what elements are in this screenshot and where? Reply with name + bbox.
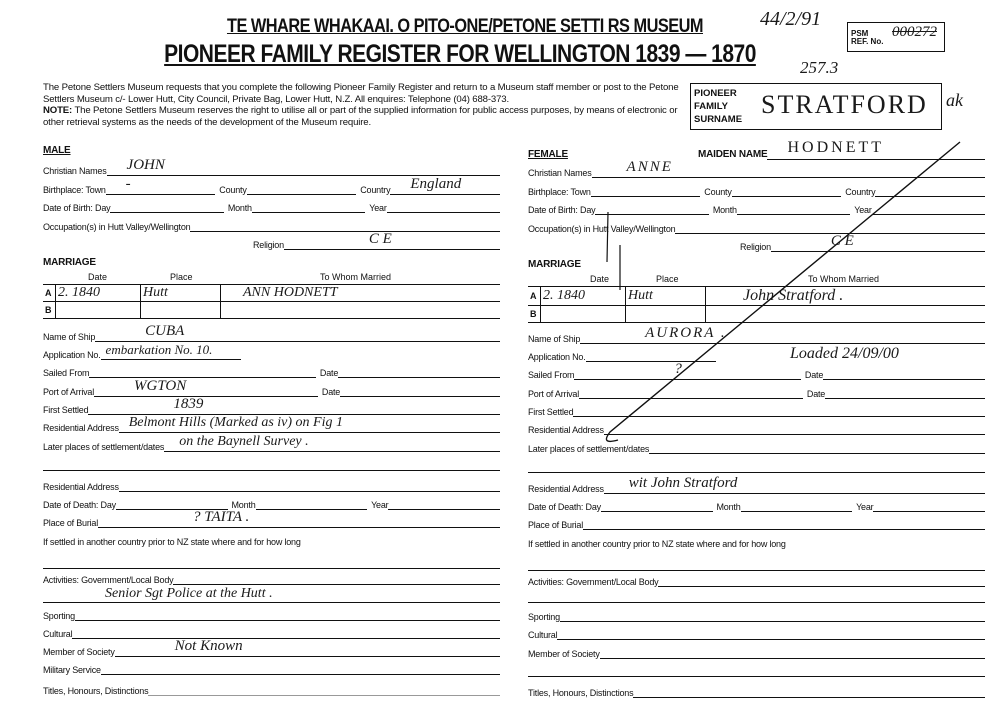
label: Year [854, 205, 872, 215]
value: ? [674, 361, 682, 377]
female-birth-town-field[interactable] [591, 181, 701, 197]
col-whom: To Whom Married [320, 272, 392, 282]
female-residential-field[interactable] [604, 419, 985, 435]
label: Country [360, 185, 391, 195]
label: Later places of settlement/dates [528, 444, 650, 454]
surname-field[interactable]: STRATFORD [761, 90, 928, 119]
female-application-field[interactable] [586, 346, 716, 362]
loaded-stamp: Loaded 24/09/00 [790, 345, 899, 362]
label: Occupation(s) in Hutt Valley/Wellington [528, 224, 676, 234]
value: - [125, 176, 131, 192]
male-occupation-field[interactable] [190, 216, 500, 232]
value: JOHN [126, 157, 165, 173]
label: Application No. [43, 350, 101, 360]
surname-label-1: PIONEER [694, 88, 737, 99]
value: on the Baynell Survey . [179, 434, 309, 449]
female-dob-month-field[interactable] [737, 199, 850, 215]
male-sailed-date-field[interactable] [338, 362, 500, 378]
female-dod-year-field[interactable] [873, 496, 985, 512]
female-later-places-field[interactable] [649, 438, 985, 454]
label: Application No. [528, 352, 586, 362]
male-first-settled-field[interactable] [88, 396, 500, 415]
male-burial-field[interactable] [98, 509, 500, 528]
value: WGTON [134, 378, 187, 394]
row-key: A [43, 285, 56, 302]
label: Residential Address [43, 482, 119, 492]
label: Activities: Government/Local Body [528, 577, 659, 587]
female-first-settled-field[interactable] [573, 401, 985, 417]
male-port-field[interactable] [94, 378, 318, 397]
value: England [410, 176, 462, 192]
female-dod-day-field[interactable] [601, 496, 713, 512]
table-row [528, 287, 985, 306]
male-occupation-row [43, 216, 500, 232]
male-heading: MALE [43, 145, 71, 156]
female-dob-day-field[interactable] [595, 199, 708, 215]
whom-cell[interactable] [221, 285, 501, 302]
male-birthplace-row [43, 176, 500, 195]
male-later-places-field[interactable] [164, 436, 500, 452]
female-later-places-row [528, 438, 985, 454]
value: Belmont Hills (Marked as iv) on Fig 1 [128, 415, 343, 430]
col-place: Place [656, 274, 679, 284]
female-marriage-heading: MARRIAGE [528, 259, 581, 270]
intro-text [43, 82, 683, 128]
label: Date of Birth: Day [528, 205, 596, 215]
surname-label-3: SURNAME [694, 114, 743, 125]
female-residential2-field[interactable] [604, 475, 985, 494]
row-key: B [528, 306, 541, 323]
label: Cultural [528, 630, 558, 640]
male-military-row [43, 659, 500, 675]
table-row [43, 302, 500, 319]
female-titles-row [528, 682, 985, 698]
label: Residential Address [528, 484, 604, 494]
female-sailed-from-field[interactable] [574, 361, 801, 380]
row-key: B [43, 302, 56, 319]
col-date: Date [590, 274, 610, 284]
female-marriage-table [528, 286, 985, 323]
whom-cell[interactable] [706, 287, 986, 306]
female-christian-names-field[interactable] [592, 159, 985, 178]
label: Date [804, 370, 824, 380]
value: 2. 1840 [543, 288, 585, 303]
blank-line [528, 472, 985, 473]
label: Religion [253, 240, 284, 250]
date-annotation: 44/2/91 [760, 8, 822, 30]
surname-extra: ak [946, 90, 963, 110]
male-activities-field[interactable] [173, 569, 500, 585]
female-birth-country-field[interactable] [875, 181, 985, 197]
date-cell[interactable] [541, 306, 626, 323]
surname-box [690, 83, 942, 130]
female-birthplace-row [528, 181, 985, 197]
female-heading-row [528, 139, 985, 160]
register-title: PIONEER FAMILY REGISTER FOR WELLINGTON 1839 — 1870 [164, 40, 756, 68]
male-ship-field[interactable] [95, 323, 500, 342]
female-cultural-row [528, 624, 985, 640]
male-military-field[interactable] [101, 659, 500, 675]
place-cell[interactable] [141, 285, 221, 302]
female-dob-row [528, 199, 985, 215]
female-cultural-field[interactable] [557, 624, 985, 640]
female-occupation-row [528, 218, 985, 234]
female-activities-row [528, 571, 985, 587]
label: Military Service [43, 665, 101, 675]
label: Date of Death: Day [43, 500, 116, 510]
female-dob-year-field[interactable] [872, 199, 985, 215]
label: Christian Names [43, 166, 107, 176]
label: Month [716, 502, 741, 512]
male-port-date-field[interactable] [340, 381, 500, 397]
label: Year [856, 502, 874, 512]
male-society-row [43, 638, 500, 657]
label: Sailed From [43, 368, 90, 378]
label: Year [371, 500, 389, 510]
place-cell[interactable] [626, 287, 706, 306]
intro-paragraph: The Petone Settlers Museum requests that you complete the following Pioneer Family Register and return to a Museum staff member or post to the Petone Settlers Museum c/- Lower Hutt, City Council, Private Bag, Lower Hutt, N.Z. All enquires: Telephone (04) 688-373. [43, 82, 679, 105]
label: County [704, 187, 732, 197]
female-sporting-field[interactable] [560, 606, 985, 622]
female-birth-county-field[interactable] [732, 181, 842, 197]
male-dod-row [43, 494, 500, 510]
female-other-country-label: If settled in another country prior to NZ state where and for how long [528, 539, 786, 549]
male-port-row [43, 378, 500, 397]
label: Residential Address [528, 425, 604, 435]
label: Date of Birth: Day [43, 203, 111, 213]
female-society-field[interactable] [600, 643, 985, 659]
label: Religion [740, 242, 771, 252]
label: Date [321, 387, 341, 397]
male-dod-day-field[interactable] [116, 494, 228, 510]
male-society-field[interactable] [115, 638, 500, 657]
label: Place of Burial [43, 518, 99, 528]
female-society-row [528, 643, 985, 659]
museum-title: TE WHARE WHAKAAI. O PITO-ONE/PETONE SETTI RS MUSEUM [226, 16, 704, 37]
value: CUBA [145, 323, 185, 339]
label: Name of Ship [43, 332, 96, 342]
female-ship-row [528, 325, 985, 344]
female-heading: FEMALE [528, 149, 568, 160]
place-cell[interactable] [141, 302, 221, 319]
male-residential2-field[interactable] [119, 476, 500, 492]
male-activities-row [43, 569, 500, 585]
female-titles-field[interactable] [633, 682, 985, 698]
female-sporting-row [528, 606, 985, 622]
male-dob-month-field[interactable] [252, 197, 365, 213]
male-religion-row [253, 231, 500, 250]
date-cell[interactable] [56, 285, 141, 302]
female-religion-field[interactable] [771, 233, 985, 252]
label: Port of Arrival [43, 387, 95, 397]
female-application-row [528, 346, 985, 362]
male-birth-town-field[interactable] [106, 176, 216, 195]
label: Cultural [43, 629, 73, 639]
male-dob-row [43, 197, 500, 213]
female-sailed-date-field[interactable] [823, 364, 985, 380]
female-activities-field[interactable] [658, 571, 985, 587]
note-text: The Petone Settlers Museum reserves the right to utilise all or part of the supplied information for public access purposes, by means of electronic or other retrieval systems as the needs of the development of the Museum require. [43, 105, 678, 128]
male-sporting-field[interactable] [75, 605, 500, 621]
value: C E [368, 231, 392, 247]
value: ? TAITA . [193, 509, 250, 525]
label: County [219, 185, 247, 195]
label: Birthplace: Town [528, 187, 591, 197]
label: Activities: Government/Local Body [43, 575, 174, 585]
male-cultural-row [43, 623, 500, 639]
label: Occupation(s) in Hutt Valley/Wellington [43, 222, 191, 232]
value: Hutt [143, 285, 168, 300]
value: Not Known [174, 638, 243, 654]
maiden-name-field[interactable] [767, 139, 985, 160]
female-burial-row [528, 514, 985, 530]
value: wit John Stratford [628, 475, 738, 491]
male-other-country-label: If settled in another country prior to NZ state where and for how long [43, 537, 301, 547]
label: Member of Society [43, 647, 115, 657]
table-row [43, 285, 500, 302]
male-sailed-row [43, 362, 500, 378]
row-key: A [528, 287, 541, 306]
whom-cell[interactable] [706, 306, 986, 323]
value: 1839 [173, 396, 204, 412]
male-sporting-row [43, 605, 500, 621]
male-dob-year-field[interactable] [387, 197, 500, 213]
female-port-date-field[interactable] [825, 383, 985, 399]
label: Christian Names [528, 168, 592, 178]
male-dob-day-field[interactable] [110, 197, 223, 213]
male-religion-field[interactable] [284, 231, 500, 250]
female-occupation-field[interactable] [675, 218, 985, 234]
value: AURORA . [645, 325, 727, 341]
value: HODNETT [787, 139, 885, 156]
male-marriage-heading: MARRIAGE [43, 257, 96, 268]
female-dod-month-field[interactable] [741, 496, 853, 512]
male-birth-county-field[interactable] [247, 179, 357, 195]
female-port-row [528, 383, 985, 399]
ref-value: 000272 [892, 24, 937, 40]
value: C E [830, 233, 854, 249]
value: embarkation No. 10. [105, 342, 213, 357]
label: Sailed From [528, 370, 575, 380]
female-port-field[interactable] [579, 383, 803, 399]
male-marriage-table [43, 284, 500, 319]
label: Month [227, 203, 252, 213]
ref-extra: 257.3 [800, 58, 839, 77]
male-dod-year-field[interactable] [388, 494, 500, 510]
male-birth-country-field[interactable] [390, 176, 500, 195]
value: ANNE [626, 159, 673, 175]
label: Year [369, 203, 387, 213]
female-sailed-row [528, 361, 985, 380]
col-whom: To Whom Married [808, 274, 880, 284]
maiden-name-label: MAIDEN NAME [698, 149, 768, 160]
male-residential-field[interactable] [119, 417, 500, 433]
label: Sporting [43, 611, 75, 621]
male-titles-field[interactable] [148, 680, 500, 696]
value: 2. 1840 [58, 285, 100, 300]
label: Name of Ship [528, 334, 581, 344]
ref-label: REF. No. [851, 37, 884, 46]
male-application-row [43, 344, 500, 360]
psm-label: PSM [851, 29, 869, 38]
male-dod-month-field[interactable] [256, 494, 368, 510]
female-ship-field[interactable] [580, 325, 985, 344]
col-date: Date [88, 272, 108, 282]
blank-line [43, 470, 500, 471]
ref-box [847, 22, 945, 52]
male-activities-line-2[interactable] [43, 602, 500, 603]
male-activities-value: Senior Sgt Police at the Hutt . [105, 586, 273, 601]
male-first-settled-row [43, 396, 500, 415]
male-cultural-field[interactable] [72, 623, 500, 639]
male-burial-row [43, 509, 500, 528]
label: First Settled [528, 407, 574, 417]
female-christian-names-row [528, 159, 985, 178]
female-residential2-row [528, 475, 985, 494]
label: Port of Arrival [528, 389, 580, 399]
whom-cell[interactable] [221, 302, 501, 319]
value: John Stratford . [743, 287, 844, 304]
col-place: Place [170, 272, 193, 282]
female-residential-row [528, 419, 985, 435]
label: Titles, Honours, Distinctions [43, 686, 149, 696]
female-burial-field[interactable] [583, 514, 985, 530]
date-cell[interactable] [541, 287, 626, 306]
value: ANN HODNETT [243, 285, 338, 300]
label: Place of Burial [528, 520, 584, 530]
male-ship-row [43, 323, 500, 342]
place-cell[interactable] [626, 306, 706, 323]
female-first-settled-row [528, 401, 985, 417]
label: Month [231, 500, 256, 510]
value: Hutt [628, 288, 653, 303]
label: Residential Address [43, 423, 119, 433]
label: Sporting [528, 612, 560, 622]
female-activities-line-2[interactable] [528, 602, 985, 603]
surname-label-2: FAMILY [694, 101, 728, 112]
label: First Settled [43, 405, 89, 415]
blank-line [528, 676, 985, 677]
female-religion-row [740, 233, 985, 252]
label: Month [712, 205, 737, 215]
male-application-field[interactable] [101, 344, 241, 360]
label: Date [806, 389, 826, 399]
male-christian-names-row [43, 157, 500, 176]
female-dod-row [528, 496, 985, 512]
label: Birthplace: Town [43, 185, 106, 195]
male-titles-row [43, 680, 500, 696]
male-residential-row [43, 417, 500, 433]
male-residential2-row [43, 476, 500, 492]
label: Date [319, 368, 339, 378]
label: Country [845, 187, 876, 197]
label: Date of Death: Day [528, 502, 601, 512]
date-cell[interactable] [56, 302, 141, 319]
male-christian-names-field[interactable] [107, 157, 500, 176]
label: Later places of settlement/dates [43, 442, 165, 452]
table-row [528, 306, 985, 323]
label: Member of Society [528, 649, 600, 659]
note-label: NOTE: [43, 105, 73, 116]
label: Titles, Honours, Distinctions [528, 688, 634, 698]
male-later-places-row [43, 436, 500, 452]
male-sailed-from-field[interactable] [89, 362, 316, 378]
